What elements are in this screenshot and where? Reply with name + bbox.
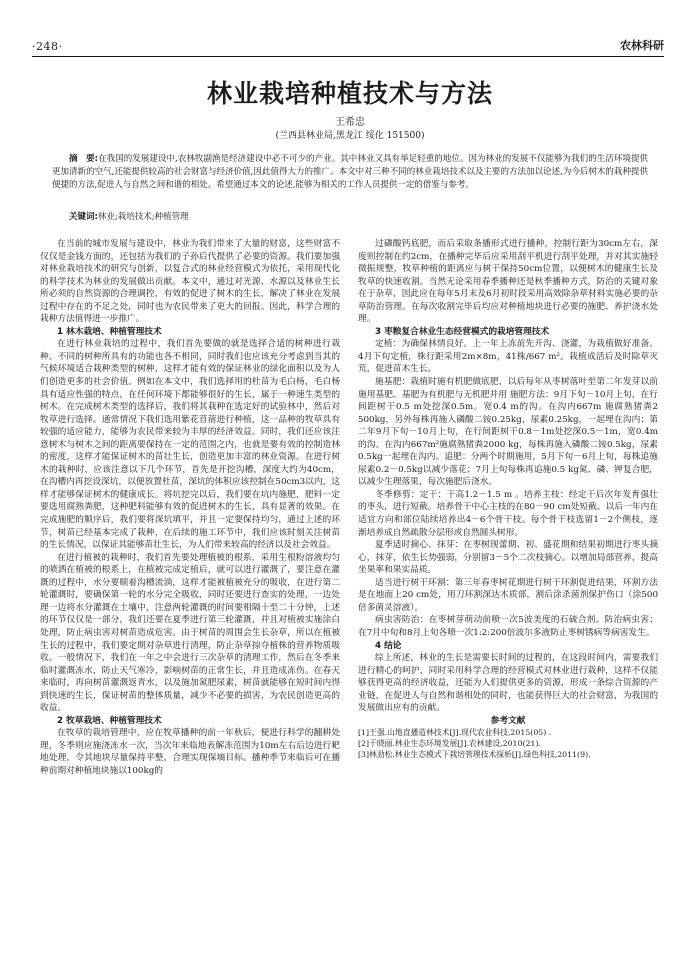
- page-number: ·248·: [32, 40, 63, 53]
- reference-item: [3]林劲松.林业生态模式下栽培管理技术探析[J].绿色科技,2011(9).: [358, 750, 591, 760]
- paragraph: 在牧草的栽培管理中，应在牧草播种的前一年秋后，便进行科学的翻耕处理，冬季则应施浇冻水一次，当次年来临地表解冻范围为10m左右后边进行耙地处理，令其地块尽量保持平整，合理实现保墒目标。播种季节来临后可在播种前期对种植地块施以100kg的: [40, 728, 340, 776]
- paragraph: 在进行植被的栽种时，我们首先要处理植被的根系，采用生根粉溶液均匀的喷洒在植被的根系上，在植被完成定植后，就可以进行灌溉了，要注意在灌溉的过程中，水分要顺着沟槽流淌，这样才能被植被充分的吸收，在进行第二轮灌溉时，要确保第一轮的水分完全吸收，同时还要进行查实的处理，一边处理一边将水分灌溉在土壤中，注意两轮灌溉的时间要相隔十至二十分钟，上述的环节仅仅是一部分，我们还要在夏季进行第三轮灌溉，并且对植被实施涂白处理，防止病虫害对树苗造成危害。由于树苗的周围会生长杂草，所以在植被生长的过程中，我们要定期对杂草进行清理，防止杂草掠夺植株的营养物质吸收。一般情况下，我们在一年之中会进行三次杂草的清理工作，然后在冬季来临时灌溉冻水，防止天气寒冷，影响树苗的正常生长，并且造成冻伤。在春天来临时，再向树苗灌溉返青水，以及施加氮肥尿素，树苗就能够在短时间内得到快速的生长，保证树苗的整体质量，减少不必要的损害，为农民创造更高的收益。: [40, 552, 340, 714]
- reference-item: [1]王强.山地直播造林技术[J].现代农业科技,2015(05) .: [358, 728, 552, 738]
- journal-name: 农林科研: [620, 39, 664, 52]
- running-header: [32, 37, 664, 53]
- paragraph: 病虫害防治：在枣树芽萌动前喷一次5波美度的石硫合剂。防治病虫害；在7月中旬和8月上旬各喷一次1:2:200倍波尔多液防止枣树锈病等病害发生。: [358, 615, 658, 638]
- keywords-text: 林业;栽培技术;种植管理: [97, 212, 189, 222]
- right-column: [358, 238, 658, 938]
- article-title: 林业栽培种植技术与方法: [206, 79, 493, 108]
- references-list: [358, 727, 658, 760]
- abstract-label: 摘 要:: [69, 154, 99, 164]
- paragraph: 施基肥：栽植时施有机肥做底肥，以后每年从枣树落叶至第二年发芽以前施用基肥。基肥为有机肥与无机肥并用 施肥方法：9月下旬－10月上旬，在行间距树干0.5 m处挖深0.5m。宽0.4 m的沟。在沟内667m 施腐熟猪粪2 500kg，另外每株再施入磷酸二铵0.25kg，尿素0.25kg，一起埋在沟内；第二年9月下旬－10月上旬，在行间距树干0.8－1m处挖深0.5－1m，宽0.4m的沟。在沟内667m²施腐熟猪粪2000 kg，每株再施入磷酸二铵0.5kg，尿素0.5kg一起埋在沟内。追肥：分两个时期施用，5月下旬－6月上旬，每株追施尿素0.2－0.5kg以减少落花；7月上旬每株再追施0.5 kg氮、磷、钾复合肥，以减少生理落果，每次施肥后浇水。: [358, 377, 658, 488]
- abstract: [52, 153, 648, 192]
- paragraph: 冬季修剪：定干：干高1.2－1.5 m 。培养主枝：经定干后次年发育强壮的枣头，进行短截。培养骨干中心主枝的在80－90 cm处短截。以后一年内在适宜方向和部位陆续培养出4－6个骨干枝。每个骨干枝选留1－2个侧枝，逐渐培养成自然疏散分层形或自然圆头树形。: [358, 489, 658, 538]
- header-rule: [32, 56, 664, 57]
- paragraph: 夏季适时摘心、抹芽：在枣树现蕾期、初、盛花期和结果初期进行枣头摘心，抹芽，依生长势强弱，分别留3－5个二次枝摘心。以增加局部营养，提高坐果率和果实品质。: [358, 540, 658, 576]
- intro-paragraph: 在当前的城市发展与建设中，林业为我们带来了大量的财富，这些财富不仅仅是金钱方面的，还包括为我们的子孙后代提供了必要的资源。我们要加强对林业栽培技术的研究与创新，以复合式的林业经营模式为依托，采用现代化的科学技术为林业的发展做出贡献。本文中，通过对光源、水源以及林业生长所必须的自然资源的合理调控，有效的促进了树木的生长，解决了林业在发展过程中存在的不足之处，同时也为农民带来了更大的回报。因此，科学合理的栽种方法值得进一步推广。: [40, 239, 340, 325]
- author-affiliation: (兰西县林业局,黑龙江 绥化 151500): [275, 131, 425, 141]
- keywords: [69, 210, 648, 222]
- section-heading-4: 4 结论: [375, 640, 402, 651]
- paragraph: 适当进行树干环割：第三年春枣树花期进行树干环割促进结果，环割方法是在地面上20 cm处，用刀环割深达木质部，割后涂杀菌剂保护伤口（涂500倍多菌灵溶液）。: [358, 577, 658, 613]
- paragraph: 在进行林业栽培的过程中，我们首先要做的就是选择合适的树种进行栽种。不同的树种所具有的功能也各不相同，同时我们也应该充分考虑到当其的气候环境适合栽种类型的树种，这样才能有效的保证林业的绿化面积以及为人们创造更多的社会价值。例如在本文中，我们选择用的杜苗为毛白杨，毛白杨具有适应性强的特点，在任何环境下都能够很好的生长，属于一种速生类型的树木。在完成树木类型的选择后，我们将其栽种在选定好的试验林中，然后对牧草进行选择。通常情况下我们选用紫花苜蓿进行种植，这一品种的牧草具有较强的适应能力，能够为农民带来较为丰厚的经济效益。同时，我们还应该注意树木与树木之间的距离要保持在一定的范围之内，也就是要有效的控制造林的密度，这样才能保证树木的苗壮生长，创造更加丰富的林业资源。在进行树木的栽种时，应该注意以下几个环节，首先是开挖沟槽，深度大约为40cm，在沟槽内再挖设深坑，以便放置杜苗，深坑的体积应该控制在50cm3以内，这样才能够保证树木的健康成长。将坑挖完以后，我们要在坑内施肥，肥料一定要选用腐熟粪肥，这种肥料能够有效的促进树木的生长，具有显著的效果。在完成施肥的顺序后，我们要将深坑填平，并且一定要保持均匀，通过上述的环节，树苗已经基本完成了栽种，在后续的施工环节中，我们应该时刻关注树苗的生长情况，以保证其能够苗壮生长，为人们带来较高的经济以及社会效益。: [40, 339, 340, 551]
- article-author: 王希忠: [335, 117, 365, 128]
- section-heading-3: 3 枣粮复合林业生态经营模式的栽培管理技术: [375, 326, 550, 337]
- paragraph: 定植：为确保林情良好。上一年上冻前先开沟、浇灌，为栽植做好准备。4月下旬定植，株行距采用2m×8m，41株/667 m²。栽植成活后及时除草灭荒，促进苗木生长。: [358, 339, 658, 375]
- paragraph: 过磷酸钙底肥，而后采取条播形式进行播种，控制行距为30cm左右，深度则控制在约2cm，在播种完毕后应采用刮平机进行刮平处理，并对其实施轻微振规整，牧草种植的距离应与树干保持50cm位置，以便树木的健康生长及牧草的快速收割。当然无论采用春季播种还是秋季播种方式，防治的关键对象在于杂草，因此应在每年5月末及6月初时段采用高效除杂草材料实施必要的杂草防治管理。在每次收割完毕后均应对种植地块进行必要的施肥、养护浇水处理。: [358, 239, 658, 325]
- reference-item: [2]于晓丽.林业生态环境发展[J].农林建设,2010(21).: [358, 739, 541, 749]
- references-title: 参考文献: [490, 715, 526, 726]
- abstract-text: 在我国的发展建设中,农林牧副渔是经济建设中必不可少的产业。其中林业又具有举足轻重的地位。因为林业的发展不仅能够为我们的生活环境提供更加清新的空气,还能提供较高的社会财富与经济价值,因此值得大力的推广。本文中对三种不同的林业栽培技术以及主要的方法加以论述,为今后树木的栽种提供便捷的方法,促进人与自然之间和谐的相处。希望通过本文的论述,能够为相关的工作人员提供一定的借鉴与参考。: [52, 154, 648, 190]
- paragraph: 综上所述，林业的生长是需要长时间的过程的，在这段时间内，需要我们进行精心的呵护，同时采用科学合理的经营模式对林业进行栽种，这样不仅能够获得更高的经济收益，还能为人们提供更多的资源，形成一条综合资源的产业链，在促进人与自然和谐相处的同时，也能获得巨大的社会财富，为我国的发展做出应有的贡献。: [358, 653, 658, 714]
- section-heading-1: 1 林木栽培、种植管理技术: [57, 326, 162, 337]
- keywords-label: 关键词:: [69, 212, 98, 222]
- section-heading-2: 2 牧草栽培、种植管理技术: [57, 715, 162, 726]
- left-column: [40, 238, 340, 938]
